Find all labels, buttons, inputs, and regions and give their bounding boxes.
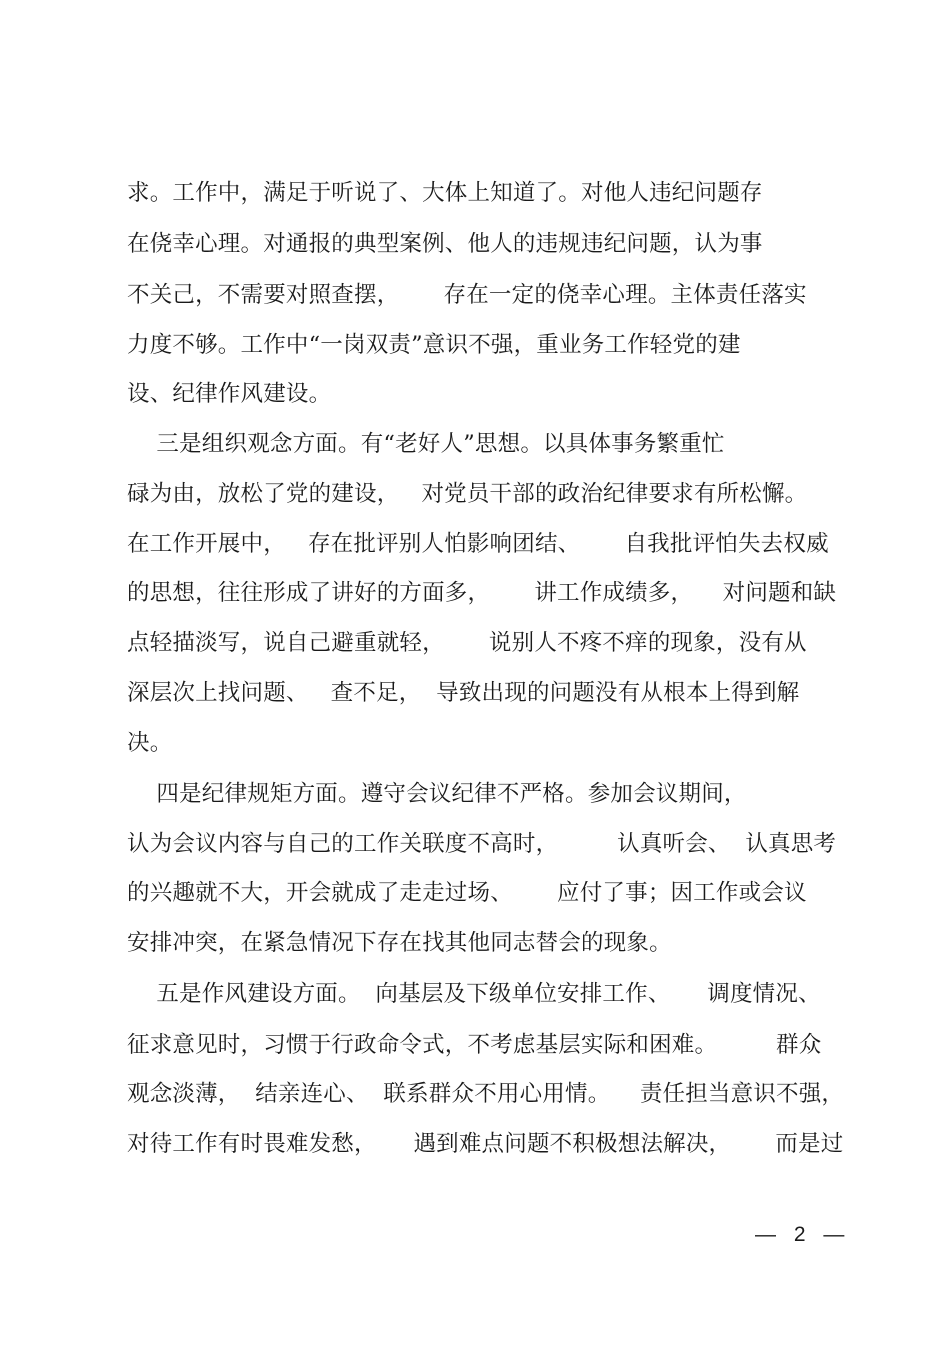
text-line: 不关己，不需要对照查摆， 存在一定的侥幸心理。主体责任落实 xyxy=(127,282,807,308)
text-line: 设、纪律作风建设。 xyxy=(127,381,332,407)
page-number: — 2 — xyxy=(755,1223,851,1246)
text-line: 三是组织观念方面。有“老好人”思想。以具体事务繁重忙 xyxy=(127,431,725,457)
text-line: 在工作开展中， 存在批评别人怕影响团结、 自我批评怕失去权威 xyxy=(127,531,829,557)
text-line: 决。 xyxy=(127,730,173,756)
text-line: 五是作风建设方面。 向基层及下级单位安排工作、 调度情况、 xyxy=(127,981,821,1007)
text-line: 的思想，往往形成了讲好的方面多， 讲工作成绩多， 对问题和缺 xyxy=(127,580,837,606)
text-line: 对待工作有时畏难发愁， 遇到难点问题不积极想法解决， 而是过 xyxy=(127,1131,844,1157)
text-line: 点轻描淡写，说自己避重就轻， 说别人不疼不痒的现象，没有从 xyxy=(127,630,807,656)
text-line: 深层次上找问题、 查不足， 导致出现的问题没有从根本上得到解 xyxy=(127,680,800,706)
text-line: 安排冲突，在紧急情况下存在找其他同志替会的现象。 xyxy=(127,930,672,956)
text-line: 四是纪律规矩方面。遵守会议纪律不严格。参加会议期间， xyxy=(127,781,747,807)
text-line: 观念淡薄， 结亲连心、 联系群众不用心用情。 责任担当意识不强， xyxy=(127,1081,845,1107)
text-line: 求。工作中，满足于听说了、大体上知道了。对他人违纪问题存 xyxy=(127,180,763,206)
text-line: 的兴趣就不大，开会就成了走走过场、 应付了事；因工作或会议 xyxy=(127,880,807,906)
text-line: 碌为由，放松了党的建设， 对党员干部的政治纪律要求有所松懈。 xyxy=(127,481,808,507)
text-line: 在侥幸心理。对通报的典型案例、他人的违规违纪问题，认为事 xyxy=(127,231,763,257)
text-line: 力度不够。工作中“一岗双责”意识不强，重业务工作轻党的建 xyxy=(127,332,741,358)
text-line: 征求意见时，习惯于行政命令式，不考虑基层实际和困难。 群众 xyxy=(127,1032,822,1058)
text-line: 认为会议内容与自己的工作关联度不高时， 认真听会、 认真思考 xyxy=(127,831,837,857)
